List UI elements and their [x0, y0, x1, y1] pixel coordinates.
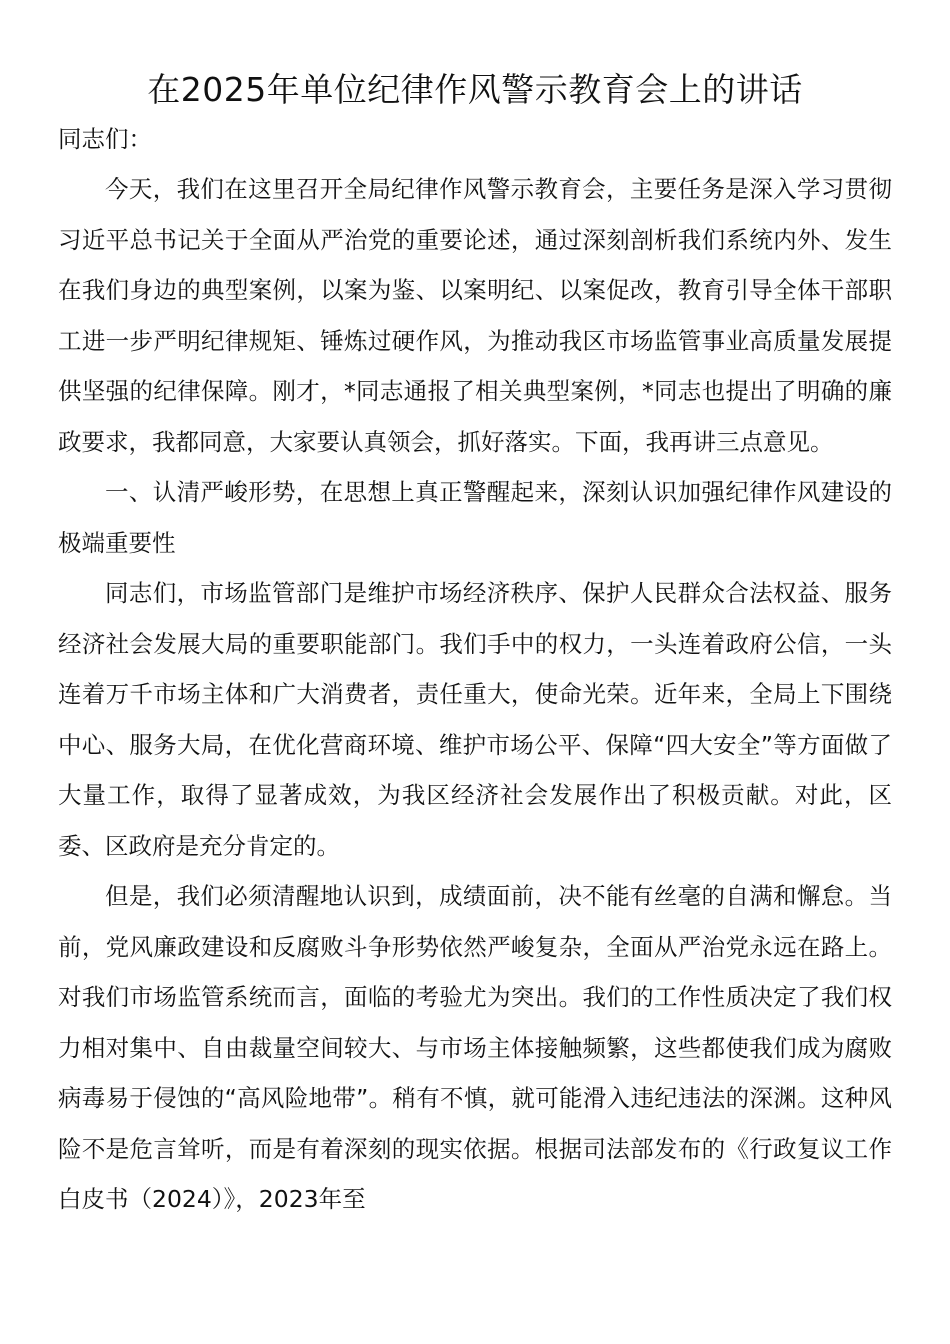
paragraph-role: 同志们，市场监管部门是维护市场经济秩序、保护人民群众合法权益、服务经济社会发展大局的重要职能部门。我们手中的权力，一头连着政府公信，一头连着万千市场主体和广大消费者，责任重大，使命光荣。近年来，全局上下围绕中心、服务大局，在优化营商环境、维护市场公平、保障“四大安全”等方面做了大量工作，取得了显著成效，为我区经济社会发展作出了积极贡献。对此，区委、区政府是充分肯定的。: [58, 579, 892, 860]
paragraph-warning: 但是，我们必须清醒地认识到，成绩面前，决不能有丝毫的自满和懈怠。当前，党风廉政建设和反腐败斗争形势依然严峻复杂，全面从严治党永远在路上。对我们市场监管系统而言，面临的考验尤为突出。我们的工作性质决定了我们权力相对集中、自由裁量空间较大、与市场主体接触频繁，这些都使我们成为腐败病毒易于侵蚀的“高风险地带”。稍有不慎，就可能滑入违纪违法的深渊。这种风险不是危言耸听，而是有着深刻的现实依据。根据司法部发布的《行政复议工作白皮书（2024）》，2023年至: [58, 882, 892, 1213]
greeting: 同志们：: [58, 125, 152, 153]
document-title: 在2025年单位纪律作风警示教育会上的讲话: [147, 70, 803, 109]
document-body: [58, 114, 892, 1225]
paragraph-intro: 今天，我们在这里召开全局纪律作风警示教育会，主要任务是深入学习贯彻习近平总书记关于全面从严治党的重要论述，通过深刻剖析我们系统内外、发生在我们身边的典型案例，以案为鉴、以案明纪、以案促改，教育引导全体干部职工进一步严明纪律规矩、锤炼过硬作风，为推动我区市场监管事业高质量发展提供坚强的纪律保障。刚才，*同志通报了相关典型案例，*同志也提出了明确的廉政要求，我都同意，大家要认真领会，抓好落实。下面，我再讲三点意见。: [58, 175, 892, 456]
section-heading-1: 一、认清严峻形势，在思想上真正警醒起来，深刻认识加强纪律作风建设的极端重要性: [58, 478, 892, 557]
